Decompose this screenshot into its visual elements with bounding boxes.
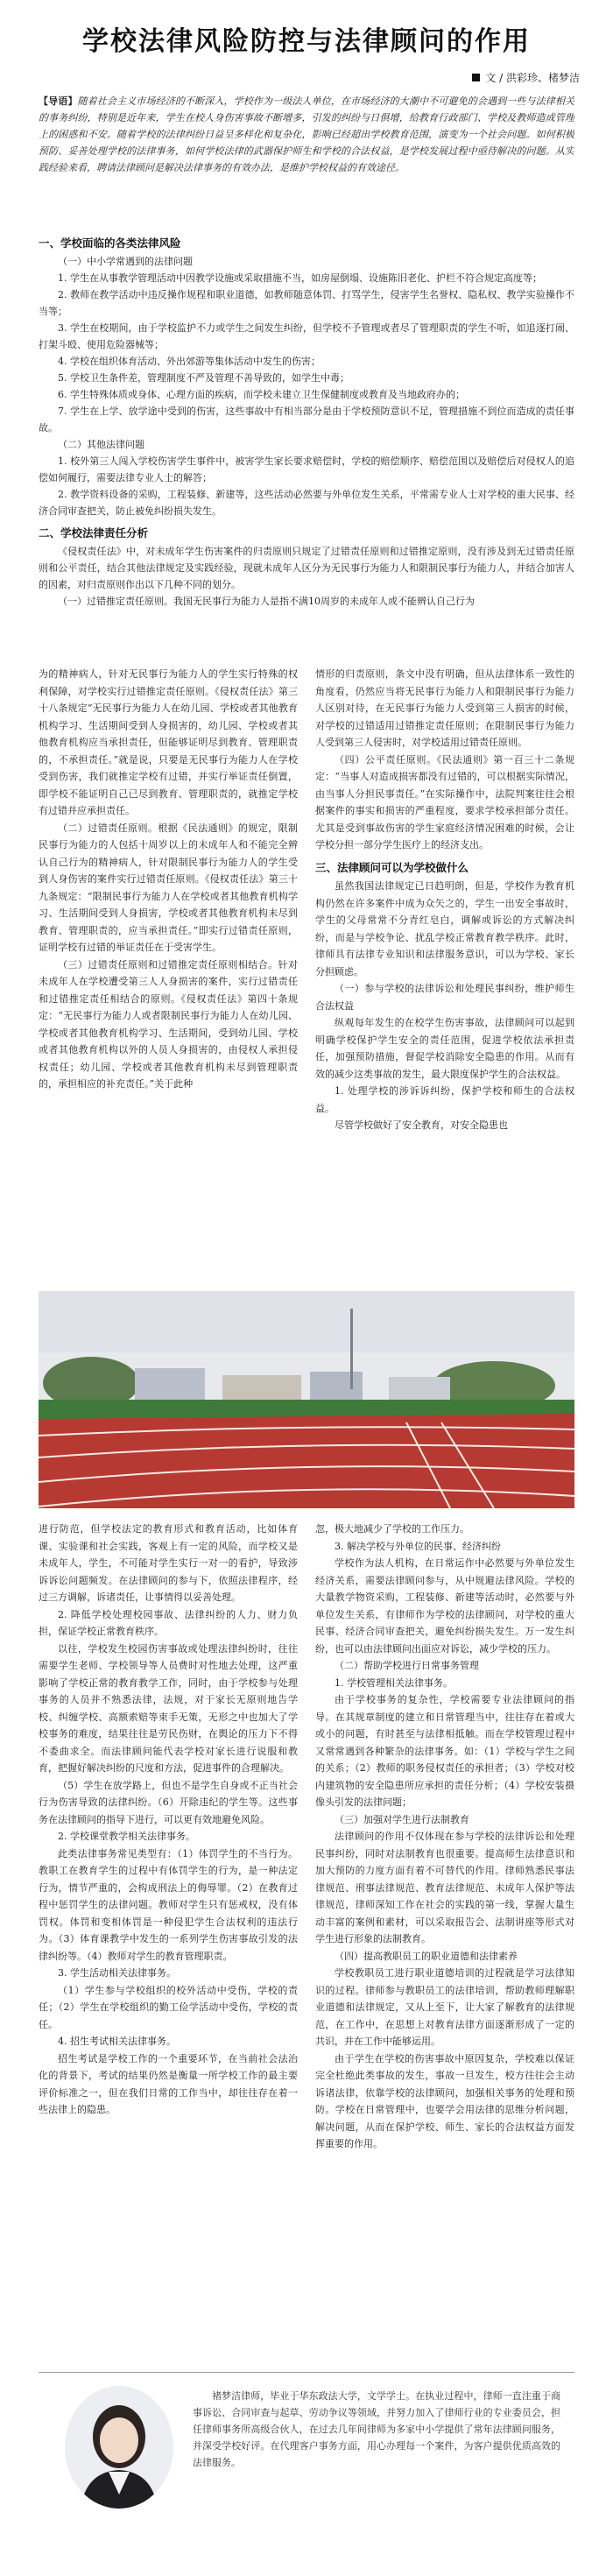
byline-square-icon xyxy=(472,74,480,81)
section-2-heading: 二、学校法律责任分析 xyxy=(39,526,149,540)
paragraph: 虽然我国法律规定已日趋明朗，但是，学校作为教育机构仍然在许多案件中成为众矢之的，学生一出安全事故时，学生的父母常常不分青红皂白，调解或诉讼的方式解决纠纷，而是与学校争论、扰乱学校正常教育教学秩序。此时，律师具有法律专业知识和法律服务意识，可以为学校、家长分担顾虑。 xyxy=(315,880,574,977)
column-right-bottom xyxy=(315,1521,574,2344)
section-2-intro: 《侵权责任法》中，对未成年学生伤害案件的归责原则只规定了过错责任原则和过错推定原则，没有涉及到无过错责任原则和公平责任，结合其他法律规定及实践经验，现就未成年人区分为无民事行为能力人和限制民事行为能力人，并结合加害人的因素，对归责原则作出以下几种不同的划分。 xyxy=(39,546,574,590)
paragraph: 由于学校事务的复杂性，学校需要专业法律顾问的指导。在其规章制度的建立和日常管理当中，往往存在着或大或小的问题，有时甚至与法律相抵触。而在学校管理过程中又常常遇到各种繁杂的法律事务。如：（1）学校与学生之间的关系；（2）教师的职务侵权责任的承担者；（3）学校对校内建筑物的安全隐患所应承担的责任分析；（4）学校安装摄像头引发的法律问题； xyxy=(315,1694,574,1808)
paragraph: （二）帮助学校进行日常事务管理 xyxy=(335,1660,479,1671)
byline xyxy=(472,70,580,85)
author-bio xyxy=(39,2356,574,2531)
paragraph: 为的精神病人，针对无民事行为能力人的学生实行特殊的权利保障，对学校实行过错推定责任原则。《侵权责任法》第三十八条规定“无民事行为能力人在幼儿园、学校或者其他教育机构学习、生活期间受到人身损害的，幼儿园、学校或者其他教育机构应当承担责任，但能够证明尽到教育、管理职责的，不承担责任。”就是说，只要是无民事行为能力人在学校受到伤害，我们就推定学校有过错，并实行举证责任倒置，即学校不能证明自己已尽到教育、管理职责的，就推定学校有过错并应承担责任。 xyxy=(39,668,298,816)
paragraph: （四）提高教职员工的职业道德和法律素养 xyxy=(335,1950,518,1962)
paragraph: 学校作为法人机构，在日常运作中必然要与外单位发生经济关系，需要法律顾问参与，从中规避法律风险。学校的大量教学物资采购，工程装修、新建等活动时，必然要与外单位发生关系，有律师作为学校的法律顾问，对学校的重大民事、经济合同审查把关，避免纠纷损失发生。万一发生纠纷，也可以由法律顾问出面应对诉讼，减少学校的压力。 xyxy=(315,1557,574,1655)
paragraph: 由于学生在学校的伤害事故中原因复杂，学校难以保证完全杜绝此类事故的发生，事故一旦发生，校方往往会主动诉诸法律，依靠学校的法律顾问，加强相关事务的处理和预防。学校在日常管理中，也要学会用法律的思维分析问题，解决问题，从而在保护学校、师生、家长的合法权益方面发挥重要的作用。 xyxy=(315,2052,574,2149)
paragraph: （一）参与学校的法律诉讼和处理民事纠纷，维护师生合法权益 xyxy=(315,983,574,1012)
abstract-text: 随着社会主义市场经济的不断深入，学校作为一级法人单位，在市场经济的大潮中不可避免的会遇到一些与法律相关的事务纠纷，特别是近年来，学生在校人身伤害事故不断增多，引发的纠纷与日俱增，给教育行政部门、学校及教师造成管理上的困惑和不安。随着学校的法律纠纷日益呈多样化和复杂化，影响已经超出学校教育范围，演变为一个社会问题。如何积极预防、妥善处理学校的法律事务，如何学校法律的武器保护师生和学校的合法权益，是学校发展过程中亟待解决的问题。从实践经验来看，聘请法律顾问是解决法律事务的有效办法，是维护学校权益的有效途径。 xyxy=(39,95,574,173)
author-bio-text: 褚梦洁律师，毕业于华东政法大学，文学学士。在执业过程中，律师一直注重于商事诉讼、合同审查与起草、劳动争议等领域，并努力加入了律师行业的专业委员会，担任律师事务所高级合伙人，在过去几年间律师为多家中小学提供了常年法律顾问服务，并深受学校好评。在代理客户事务方面，用心办理每一个案件，为客户提供优质高效的法律服务。 xyxy=(193,2390,560,2468)
paragraph: 3. 解决学校与外单位的民事、经济纠纷 xyxy=(335,1540,501,1552)
column-left-bottom xyxy=(39,1521,298,2344)
paragraph: 4. 招生考试相关法律事务。 xyxy=(58,2036,176,2047)
author-portrait-icon xyxy=(65,2386,173,2509)
paragraph: 1. 处理学校的涉诉诉纠纷，保护学校和师生的合法权益。 xyxy=(315,1085,574,1114)
paragraph: （1）学生参与学校组织的校外活动中受伤，学校的责任；（2）学生在学校组织的勤工俭学活动中受伤，学校的责任。 xyxy=(39,1984,298,2030)
paragraph: （二）过错责任原则。根据《民法通则》的规定，限制民事行为能力的人包括十周岁以上的未成年人和不能完全辨认自己行为的精神病人，针对限制民事行为能力人的学生受到人身伤害的案件实行过错责任原则。《侵权责任法》第三十九条规定：“限制民事行为能力人在学校或者其他教育机构学习、生活期间受到人身损害，学校或者其他教育机构未尽到教育、管理职责的，应当承担责任。”即实行过错责任原则，证明学校有过错的举证责任在于受害学生。 xyxy=(39,822,298,953)
list-item: 7. 学生在上学、放学途中受到的伤害，这些事故中有相当部分是由于学校预防意识不足，管理措施不到位而造成的责任事故。 xyxy=(39,406,574,434)
list-item: 4. 学校在组织体育活动、外出郊游等集体活动中发生的伤害； xyxy=(58,356,321,367)
section-1-2-heading: （二）其他法律问题 xyxy=(58,439,144,450)
column-right-top xyxy=(315,666,574,1279)
paragraph: （四）公平责任原则。《民法通则》第一百三十二条规定：“当事人对造成损害都没有过错的，可以根据实际情况，由当事人分担民事责任。”在实际操作中，法院判案往往会根据案件的事实和损害的严重程度，要求学校承担部分责任。尤其是受到事故伤害的学生家庭经济情况困难的时候，会让学校分担一部分学生医疗上的经济支出。 xyxy=(315,753,574,850)
paragraph: 以往，学校发生校园伤害事故或处理法律纠纷时，往往需要学生老师、学校领导等人员费时对性地去处理，这严重影响了学校正常的教育教学工作，同时，由于学校参与处理事务的人员并不熟悉法律，法规，对于家长无原则地告学校、纠缠学校、高额索赔等束手无策，无形之中也加大了学校事务的难度，结果往往是劳民伤财，在舆论的压力下不得不委曲求全。而法律顾问能代表学校对家长进行说服和教育，把握好解决纠纷的尺度和方法，促进事件的合理解决。 xyxy=(39,1642,298,1774)
track-illustration xyxy=(39,1291,574,1508)
list-item: 1. 学生在从事教学管理活动中因教学设施或采取措施不当，如房屋倒塌、设施陈旧老化、护栏不符合规定高度等； xyxy=(58,272,542,284)
author-avatar xyxy=(65,2386,173,2509)
abstract xyxy=(39,93,574,212)
paragraph: 纵观每年发生的在校学生伤害事故，法律顾问可以起到明确学校保护学生安全的责任范围，促进学校依法承担责任，加强预防措施，督促学校消除安全隐患的作用。从而有效的减少这类事故的发生，最大限度保护学生的合法权益。 xyxy=(315,1017,574,1080)
section-risks xyxy=(39,229,574,610)
bio-divider xyxy=(39,2372,574,2373)
paragraph: 3. 学生活动相关法律事务。 xyxy=(58,1967,176,1979)
article-title: 学校法律风险防控与法律顾问的作用 xyxy=(82,26,531,57)
paragraph: （三）过错责任原则和过错推定责任原则相结合。针对未成年人在学校遭受第三人人身损害的案件，实行过错责任和过错推定责任相结合的原则。《侵权责任法》第四十条规定：“无民事行为能力人或者限制民事行为能力人在幼儿园、学校或者其他教育机构学习、生活期间，受到幼儿园、学校或者其他教育机构以外的人员人身损害的，由侵权人承担侵权责任；幼儿园、学校或者其他教育机构未尽到管理职责的，承担相应的补充责任。”关于此种 xyxy=(39,958,298,1090)
list-item: 6. 学生特殊体质或身体、心理方面的疾病，而学校未建立卫生保健制度或教育及当地政府办的； xyxy=(58,389,465,400)
list-item: 1. 校外第三人闯入学校伤害学生事件中，被害学生家长要求赔偿时，学校的赔偿顺序、赔偿范围以及赔偿后对侵权人的追偿如何履行，需要法律专业人士的解答； xyxy=(39,455,574,483)
paragraph: （三）加强对学生进行法制教育 xyxy=(335,1813,469,1825)
section-1-heading: 一、学校面临的各类法律风险 xyxy=(39,236,181,250)
paragraph: 进行防范，但学校法定的教育形式和教育活动，比如体育课、实验课和社会实践，客观上有一定的风险，而学校又是未成年人，学生，不可能对学生实行一对一的看护，导致涉诉诉讼问题频发。在法律顾问的参与下，依照法律程序，经过三方调解，诉诸责任，让事情得以妥善处理。 xyxy=(39,1523,298,1603)
list-item: 2. 教师在教学活动中违反操作规程和职业道德，如教师随意体罚、打骂学生，侵害学生名誉权、隐私权、教学实验操作不当等； xyxy=(39,289,574,317)
list-item: 3. 学生在校期间，由于学校监护不力或学生之间发生纠纷，但学校不予管理或者尽了管理职责的学生不听，如追逐打闹、打架斗殴、使用危险器械等； xyxy=(39,322,574,350)
section-1-1-heading: （一）中小学常遇到的法律问题 xyxy=(58,256,193,267)
section-2-1-intro: （一）过错推定责任原则。我国无民事行为能力人是指不满10周岁的未成年人或不能辨认自己行为 xyxy=(58,596,475,607)
paragraph: 招生考试是学校工作的一个重要环节，在当前社会法治化的背景下，考试的结果仍然是衡量一所学校工作的最主要评价标准之一，但在我们日常的工作当中，却往往存在着一些法律上的隐患。 xyxy=(39,2052,298,2115)
column-left-top xyxy=(39,666,298,1279)
byline-text: 文 / 洪彩珍、楮梦洁 xyxy=(485,72,580,84)
paragraph: 此类法律事务常见类型有：（1）体罚学生的不当行为。教职工在教育学生的过程中有体罚学生的行为，是一种法定行为，情节严重的，会构成刑法上的侮辱罪。（2）在教育过程中惩罚学生的法律问题。教师对学生只有惩戒权，没有体罚权。体罚和变相体罚是一种侵犯学生合法权利的违法行为。（3）体育课教学中发生的一系列学生伤害事故引发的法律纠纷等。（4）教师对学生的教育管理职责。 xyxy=(39,1847,298,1962)
section-3-heading: 三、法律顾问可以为学校做什么 xyxy=(315,860,469,874)
abstract-label: 【导语】 xyxy=(39,95,78,107)
paragraph: 忽，极大地减少了学校的工作压力。 xyxy=(315,1523,469,1535)
paragraph: 尽管学校做好了安全教育，对安全隐患也 xyxy=(335,1119,508,1131)
list-item: 2. 教学资料设备的采购，工程装修、新建等，这些活动必然要与外单位发生关系，平常需专业人士对学校的重大民事、经济合同审查把关，防止被免纠纷损失发生。 xyxy=(39,489,574,517)
paragraph: 2. 降低学校处理校园事故、法律纠纷的人力、财力负担，保证学校正常教育秩序。 xyxy=(39,1608,298,1637)
paragraph: 法律顾问的作用不仅体现在参与学校的法律诉讼和处理民事纠纷，同时对法制教育也很重要。提高师生法律意识和加大预防的力度方面有着不可替代的作用。律师熟悉民事法律规范、刑事法律规范、教育法律规范、未成年人保护等法律规范，律师深知工作在社会的实践的第一线，掌握大量生动丰富的案例和素材，可以采取报告会、法制讲座等形式对学生进行形象的法制教育。 xyxy=(315,1831,574,1944)
paragraph: 学校教职员工进行职业道德培训的过程就是学习法律知识的过程。律师参与教职员工的法律培训，帮助教师理解职业道德和法律规定，又从上至下，让大家了解教育的法律规范，在工作中，在思想上对教育法律方面逐渐形成了一定的共识，并在工作中能够运用。 xyxy=(315,1967,574,2047)
campus-track-photo xyxy=(39,1291,574,1508)
paragraph: 情形的归责原则，条文中没有明确，但从法律体系一致性的角度看，仍然应当将无民事行为能力人和限制民事行为能力人区别对待，在无民事行为能力人受到第三人损害的时候，对学校的过错适用过错推定责任原则；在限制民事行为能力人受到第三人侵害时，对学校适用过错责任原则。 xyxy=(315,668,574,748)
paragraph: 2. 学校课堂教学相关法律事务。 xyxy=(58,1831,195,1842)
paragraph: （5）学生在放学路上，但也不是学生自身或不正当社会行为伤害导致的法律纠纷。（6）开除违纪的学生等。这些事务在法律顾问的指导下进行，可以更有效地避免风险。 xyxy=(39,1779,298,1825)
list-item: 5. 学校卫生条件差，管理制度不严及管理不善导致的，如学生中毒； xyxy=(58,372,349,384)
paragraph: 1. 学校管理相关法律事务。 xyxy=(335,1676,453,1689)
